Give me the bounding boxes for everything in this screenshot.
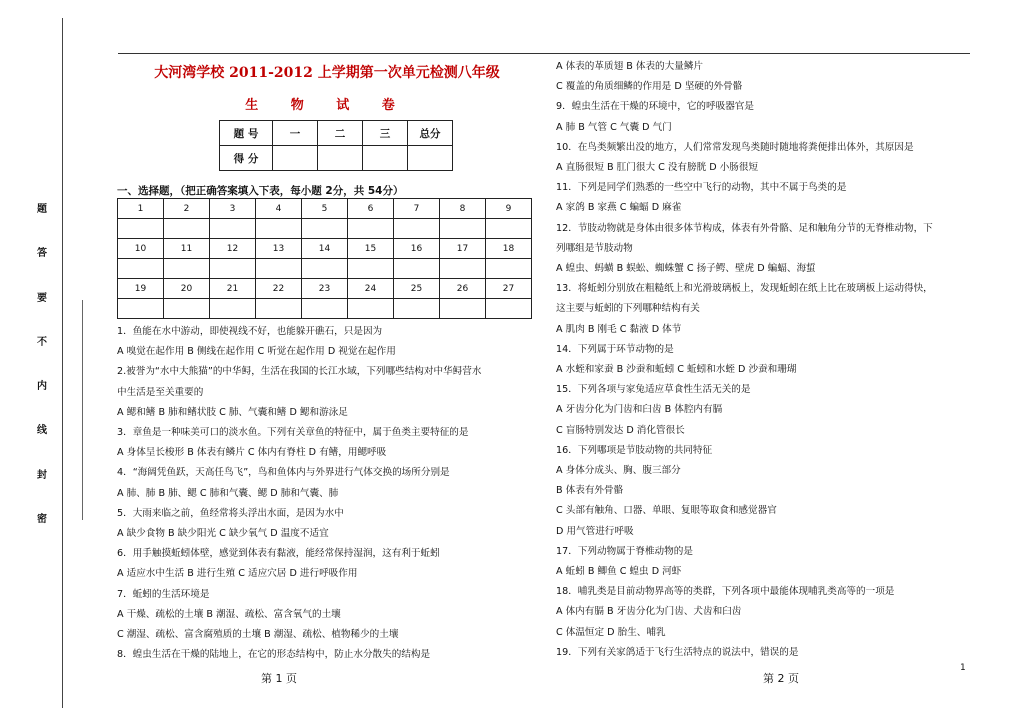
answer-number-cell: 19 [118, 279, 164, 299]
question-line: A 体表的革质翅 B 体表的大量鳞片 [556, 61, 704, 72]
question-line: 1．鱼能在水中游动，即使视线不好，也能躲开礁石，只是因为 [117, 326, 383, 337]
seal-char: 不 [37, 336, 47, 348]
question-line: 15．下列各项与家兔适应草食性生活无关的是 [556, 384, 751, 396]
binding-rule [62, 18, 63, 708]
question-line: C 覆盖的角质细鳞的作用是 D 坚硬的外骨骼 [556, 81, 743, 93]
score-header-cell: 三 [363, 121, 408, 146]
question-line: A 肺 B 气管 C 气囊 D 气门 [556, 121, 672, 133]
question-line: A 缺少食物 B 缺少阳光 C 缺少氧气 D 温度不适宜 [117, 528, 329, 539]
answer-blank-cell[interactable] [394, 299, 440, 319]
question-line: 9．蝗虫生活在干燥的环境中，它的呼吸器官是 [556, 101, 754, 113]
question-line: A 身体分成头、胸、腹三部分 [556, 465, 681, 476]
question-line: A 牙齿分化为门齿和臼齿 B 体腔内有膈 [556, 404, 723, 416]
score-cell[interactable] [318, 146, 363, 171]
page-subtitle: 生 物 试 卷 [245, 98, 409, 113]
question-line: 4．“海阔凭鱼跃，天高任鸟飞”，鸟和鱼体内与外界进行气体交换的场所分别是 [117, 467, 450, 479]
answer-number-cell: 13 [256, 239, 302, 259]
score-header-cell: 总分 [408, 121, 453, 146]
answer-number-cell: 26 [440, 279, 486, 299]
question-line: 16．下列哪项是节肢动物的共同特征 [556, 444, 713, 456]
score-header-cell: 一 [273, 121, 318, 146]
answer-blank-cell[interactable] [348, 219, 394, 239]
question-line: C 头部有触角、口器、单眼、复眼等取食和感觉器官 [556, 505, 777, 517]
answer-number-cell: 22 [256, 279, 302, 299]
answer-blank-cell[interactable] [394, 259, 440, 279]
answer-number-cell: 9 [486, 199, 532, 219]
score-row [220, 146, 453, 171]
question-line: A 水蛭和家蚕 B 沙蚕和蚯蚓 C 蚯蚓和水蛭 D 沙蚕和珊瑚 [556, 364, 797, 375]
question-line: A 鳃和鳍 B 肺和鳍状肢 C 肺、气囊和鳍 D 鳃和游泳足 [117, 406, 348, 418]
question-line: C 体温恒定 D 胎生、哺乳 [556, 626, 666, 638]
question-line: B 体表有外骨骼 [556, 485, 624, 497]
answer-blank-cell[interactable] [440, 299, 486, 319]
seal-char: 答 [37, 248, 47, 260]
top-rule [118, 53, 970, 54]
score-header-cell: 二 [318, 121, 363, 146]
answer-blank-cell[interactable] [256, 219, 302, 239]
answer-number-cell: 17 [440, 239, 486, 259]
score-cell[interactable] [408, 146, 453, 171]
answer-number-cell: 16 [394, 239, 440, 259]
question-line: 18．哺乳类是目前动物界高等的类群，下列各项中最能体现哺乳类高等的一项是 [556, 586, 895, 598]
question-line: 6．用手触摸蚯蚓体壁，感觉到体表有黏液，能经常保持湿润，这有利于蚯蚓 [117, 548, 440, 560]
answer-number-cell: 25 [394, 279, 440, 299]
answer-number-cell: 14 [302, 239, 348, 259]
question-line: 11．下列是同学们熟悉的一些空中飞行的动物，其中不属于鸟类的是 [556, 182, 847, 194]
question-line: A 体内有膈 B 牙齿分化为门齿、犬齿和臼齿 [556, 606, 742, 618]
answer-blank-cell[interactable] [210, 259, 256, 279]
answer-blank-cell[interactable] [256, 259, 302, 279]
score-header-row [220, 121, 453, 146]
question-line: 13．将蚯蚓分别放在粗糙纸上和光滑玻璃板上，发现蚯蚓在纸上比在玻璃板上运动得快， [556, 283, 933, 295]
answer-blank-cell[interactable] [118, 259, 164, 279]
question-line: A 直肠很短 B 肛门很大 C 没有膀胱 D 小肠很短 [556, 162, 759, 173]
answer-blank-cell[interactable] [486, 259, 532, 279]
question-line: 列哪组是节肢动物 [556, 242, 633, 254]
answer-blank-cell[interactable] [486, 219, 532, 239]
question-line: 17．下列动物属于脊椎动物的是 [556, 545, 693, 557]
answer-number-row [118, 279, 532, 299]
answer-blank-cell[interactable] [118, 299, 164, 319]
answer-blank-row [118, 219, 532, 239]
question-line: 这主要与蚯蚓的下列哪种结构有关 [556, 303, 700, 315]
answer-number-cell: 23 [302, 279, 348, 299]
question-line: 5．大雨来临之前，鱼经常将头浮出水面，是因为水中 [117, 507, 344, 519]
answer-blank-cell[interactable] [118, 219, 164, 239]
question-line: 2.被誉为“水中大熊猫”的中华鲟，生活在我国的长江水域，下列哪些结构对中华鲟营水 [117, 366, 482, 378]
question-line: A 嗅觉在起作用 B 侧线在起作用 C 听觉在起作用 D 视觉在起作用 [117, 346, 396, 358]
answer-number-cell: 4 [256, 199, 302, 219]
answer-number-cell: 18 [486, 239, 532, 259]
answer-number-cell: 2 [164, 199, 210, 219]
answer-number-row [118, 239, 532, 259]
answer-blank-row [118, 259, 532, 279]
score-cell[interactable] [363, 146, 408, 171]
question-line: A 适应水中生活 B 进行生殖 C 适应穴居 D 进行呼吸作用 [117, 568, 358, 580]
question-line: A 蝗虫、蚂蟥 B 蜈蚣、蜘蛛蟹 C 扬子鳄、壁虎 D 蝙蝠、海蜇 [556, 263, 816, 274]
question-line: A 身体呈长梭形 B 体表有鳞片 C 体内有脊柱 D 有鳍，用鳃呼吸 [117, 447, 387, 459]
answer-number-cell: 15 [348, 239, 394, 259]
answer-blank-cell[interactable] [256, 299, 302, 319]
question-line: 中生活是至关重要的 [117, 386, 204, 398]
answer-blank-cell[interactable] [210, 219, 256, 239]
page-number-1: 第 1 页 [261, 672, 297, 685]
answer-number-cell: 1 [118, 199, 164, 219]
seal-char: 要 [37, 292, 47, 304]
answer-blank-row [118, 299, 532, 319]
question-line: 8．蝗虫生活在干燥的陆地上，在它的形态结构中，防止水分散失的结构是 [117, 649, 431, 661]
answer-number-cell: 12 [210, 239, 256, 259]
question-line: 14．下列属于环节动物的是 [556, 343, 674, 355]
seal-line [82, 300, 83, 520]
question-line: 7．蚯蚓的生活环境是 [117, 588, 210, 600]
page-number-2: 第 2 页 [763, 672, 799, 685]
answer-blank-cell[interactable] [164, 259, 210, 279]
question-line: 10．在鸟类频繁出没的地方，人们常常发现鸟类随时随地将粪便排出体外，其原因是 [556, 141, 914, 153]
question-line: 19．下列有关家鸽适于飞行生活特点的说法中，错误的是 [556, 646, 799, 658]
answer-number-cell: 21 [210, 279, 256, 299]
answer-number-cell: 7 [394, 199, 440, 219]
question-line: 12．节肢动物就是身体由很多体节构成，体表有外骨骼、足和触角分节的无脊椎动物，下 [556, 222, 933, 234]
answer-number-cell: 6 [348, 199, 394, 219]
question-line: A 蚯蚓 B 鲫鱼 C 蝗虫 D 河虾 [556, 566, 682, 577]
answer-blank-cell[interactable] [440, 259, 486, 279]
seal-text [30, 205, 54, 525]
question-line: A 肌肉 B 刚毛 C 黏液 D 体节 [556, 323, 682, 335]
answer-blank-cell[interactable] [348, 299, 394, 319]
answer-blank-cell[interactable] [164, 219, 210, 239]
seal-char: 内 [37, 381, 47, 393]
answer-blank-cell[interactable] [348, 259, 394, 279]
page-title: 大河湾学校 2011-2012 上学期第一次单元检测八年级 [154, 65, 500, 81]
answer-blank-cell[interactable] [486, 299, 532, 319]
section-heading: 一、选择题，（把正确答案填入下表，每小题 2分，共 54分） [117, 185, 404, 197]
answer-blank-cell[interactable] [440, 219, 486, 239]
score-table [219, 120, 453, 171]
corner-number: 1 [960, 663, 966, 673]
score-cell[interactable] [273, 146, 318, 171]
seal-char: 题 [37, 204, 47, 215]
score-row-label: 得 分 [220, 146, 273, 171]
question-line: C 潮湿、疏松、富含腐殖质的土壤 B 潮湿、疏松、植物稀少的土壤 [117, 629, 399, 640]
seal-char: 线 [37, 425, 47, 437]
seal-char: 封 [37, 469, 47, 481]
answer-blank-cell[interactable] [302, 219, 348, 239]
answer-blank-cell[interactable] [302, 259, 348, 279]
answer-number-row [118, 199, 532, 219]
question-line: A 肺、肺 B 肺、鳃 C 肺和气囊、鳃 D 肺和气囊、肺 [117, 487, 339, 499]
seal-char: 密 [37, 513, 47, 525]
question-line: A 干燥、疏松的土壤 B 潮湿、疏松、富含氧气的土壤 [117, 608, 341, 620]
question-line: C 盲肠特别发达 D 消化管很长 [556, 424, 685, 436]
answer-blank-cell[interactable] [164, 299, 210, 319]
question-line: D 用气管进行呼吸 [556, 525, 634, 537]
answer-blank-cell[interactable] [302, 299, 348, 319]
answer-number-cell: 3 [210, 199, 256, 219]
answer-number-cell: 27 [486, 279, 532, 299]
question-line: 3．章鱼是一种味美可口的淡水鱼。下列有关章鱼的特征中，属于鱼类主要特征的是 [117, 427, 469, 438]
answer-blank-cell[interactable] [394, 219, 440, 239]
answer-number-cell: 10 [118, 239, 164, 259]
answer-number-cell: 11 [164, 239, 210, 259]
score-header-cell: 题 号 [220, 121, 273, 146]
answer-number-cell: 20 [164, 279, 210, 299]
answer-number-cell: 8 [440, 199, 486, 219]
answer-blank-cell[interactable] [210, 299, 256, 319]
answer-grid [117, 198, 532, 319]
question-line: A 家鸽 B 家燕 C 蝙蝠 D 麻雀 [556, 202, 682, 214]
answer-number-cell: 24 [348, 279, 394, 299]
answer-number-cell: 5 [302, 199, 348, 219]
